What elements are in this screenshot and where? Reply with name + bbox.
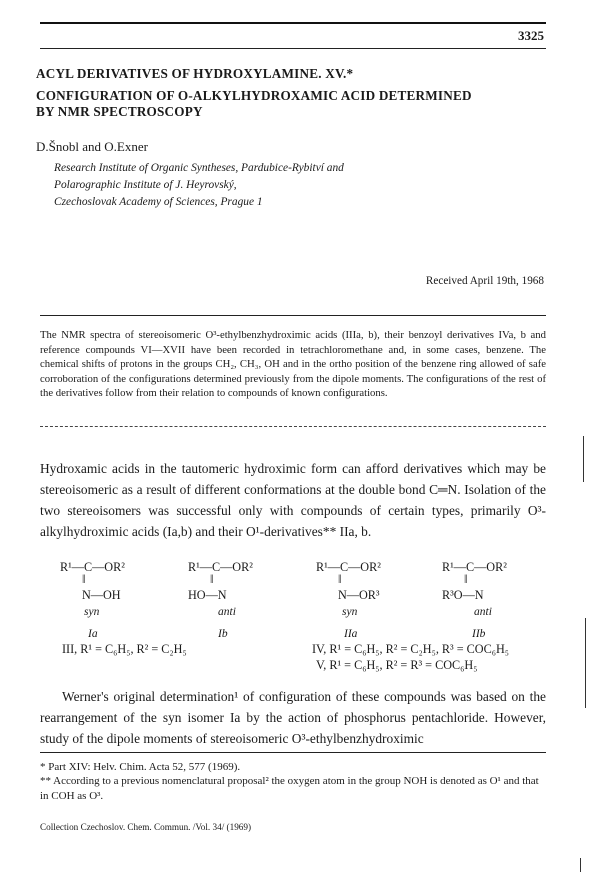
structure-bottom: N—OH: [82, 588, 121, 602]
structure-bottom: HO—N: [188, 588, 227, 602]
affiliation-line-3: Czechoslovak Academy of Sciences, Prague 1: [54, 196, 263, 208]
footnote-1: * Part XIV: Helv. Chim. Acta 52, 577 (1969).: [40, 761, 241, 773]
body-paragraph-1: Hydroxamic acids in the tautomeric hydroximic form can afford derivatives which may be stereoisomeric as a result of different conformations at the double bond C═N. Isolation of the two stereoisomers was successful only with compounds of certain types, primarily O³-alkylhydroximic acids (Ia,b) and their O¹-derivatives** IIa, b.: [40, 461, 546, 539]
affiliation-line-2: Polarographic Institute of J. Heyrovský,: [54, 179, 237, 191]
structure-bottom: N—OR³: [338, 588, 380, 602]
compound-label: IIa: [344, 628, 358, 640]
compound-III-definition: III, R¹ = C₆H₅, R² = C₂H₅: [62, 642, 187, 656]
abstract-rule-top: [40, 315, 546, 316]
footnote-rule: [40, 752, 546, 753]
double-bond: ‖: [338, 572, 342, 586]
affiliation-line-1: Research Institute of Organic Syntheses, Pardubice-Rybitví and: [54, 162, 344, 174]
config-label: syn: [84, 606, 100, 618]
structure-Ib: [188, 560, 298, 640]
margin-mark: [583, 436, 584, 482]
title-line-1: ACYL DERIVATIVES OF HYDROXYLAMINE. XV.*: [36, 66, 354, 81]
double-bond: ‖: [210, 572, 214, 586]
double-bond: ‖: [82, 572, 86, 586]
double-bond: ‖: [464, 572, 468, 586]
compound-label: IIb: [472, 628, 486, 640]
title-line-2: CONFIGURATION OF O-ALKYLHYDROXAMIC ACID DETERMINED: [36, 88, 472, 103]
header-rule-top: [40, 22, 546, 24]
structure-IIb: [442, 560, 552, 640]
compound-label: Ib: [218, 628, 228, 640]
margin-mark: [585, 618, 586, 708]
header-rule-bottom: [40, 48, 546, 49]
abstract-rule-bottom: [40, 426, 546, 427]
journal-citation: Collection Czechoslov. Chem. Commun. /Vol. 34/ (1969): [40, 822, 252, 832]
compound-label: Ia: [88, 628, 98, 640]
structure-Ia: [60, 560, 170, 640]
authors: D.Šnobl and O.Exner: [36, 139, 148, 154]
compound-V-definition: V, R¹ = C₆H₅, R² = R³ = COC₆H₅: [316, 658, 478, 672]
abstract: The NMR spectra of stereoisomeric O³-ethylbenzhydroximic acids (IIIa, b), their benzoyl derivatives IVa, b and reference compounds VI—XVII have been recorded in tetrachloromethane and, in some cases, benzene. The chemical shifts of protons in the groups CH₂, CH₃, OH and in the ortho position of the benzene ring allowed of safe corroboration of the configurations determined previously from the dipole moments. The configurations of the rest of the derivatives follow from their relation to compounds of known configurations.: [40, 329, 546, 400]
structure-top: R¹—C—OR²: [188, 560, 253, 574]
structure-IIa: [316, 560, 426, 640]
structure-formulas: [40, 560, 560, 680]
body-paragraph-2: Werner's original determination¹ of configuration of these compounds was based on the rearrangement of the syn isomer Ia by the action of phosphorus pentachloride. However, study of the dipole moments of stereoisomeric O³-ethylbenzhydroximic: [40, 689, 546, 746]
received-date: Received April 19th, 1968: [425, 275, 544, 287]
structure-top: R¹—C—OR²: [60, 560, 125, 574]
structure-bottom: R³O—N: [442, 588, 484, 602]
structure-top: R¹—C—OR²: [442, 560, 507, 574]
compound-IV-definition: IV, R¹ = C₆H₅, R² = C₂H₅, R³ = COC₆H₅: [312, 642, 510, 656]
page-number: 3325: [518, 28, 544, 43]
footnote-2: ** According to a previous nomenclatural proposal² the oxygen atom in the group NOH is denoted as O¹ and that in COH as O³.: [40, 775, 539, 802]
structure-top: R¹—C—OR²: [316, 560, 381, 574]
title-line-3: BY NMR SPECTROSCOPY: [36, 104, 203, 119]
margin-mark: [580, 858, 581, 872]
config-label: anti: [474, 606, 492, 618]
config-label: syn: [342, 606, 358, 618]
config-label: anti: [218, 606, 236, 618]
